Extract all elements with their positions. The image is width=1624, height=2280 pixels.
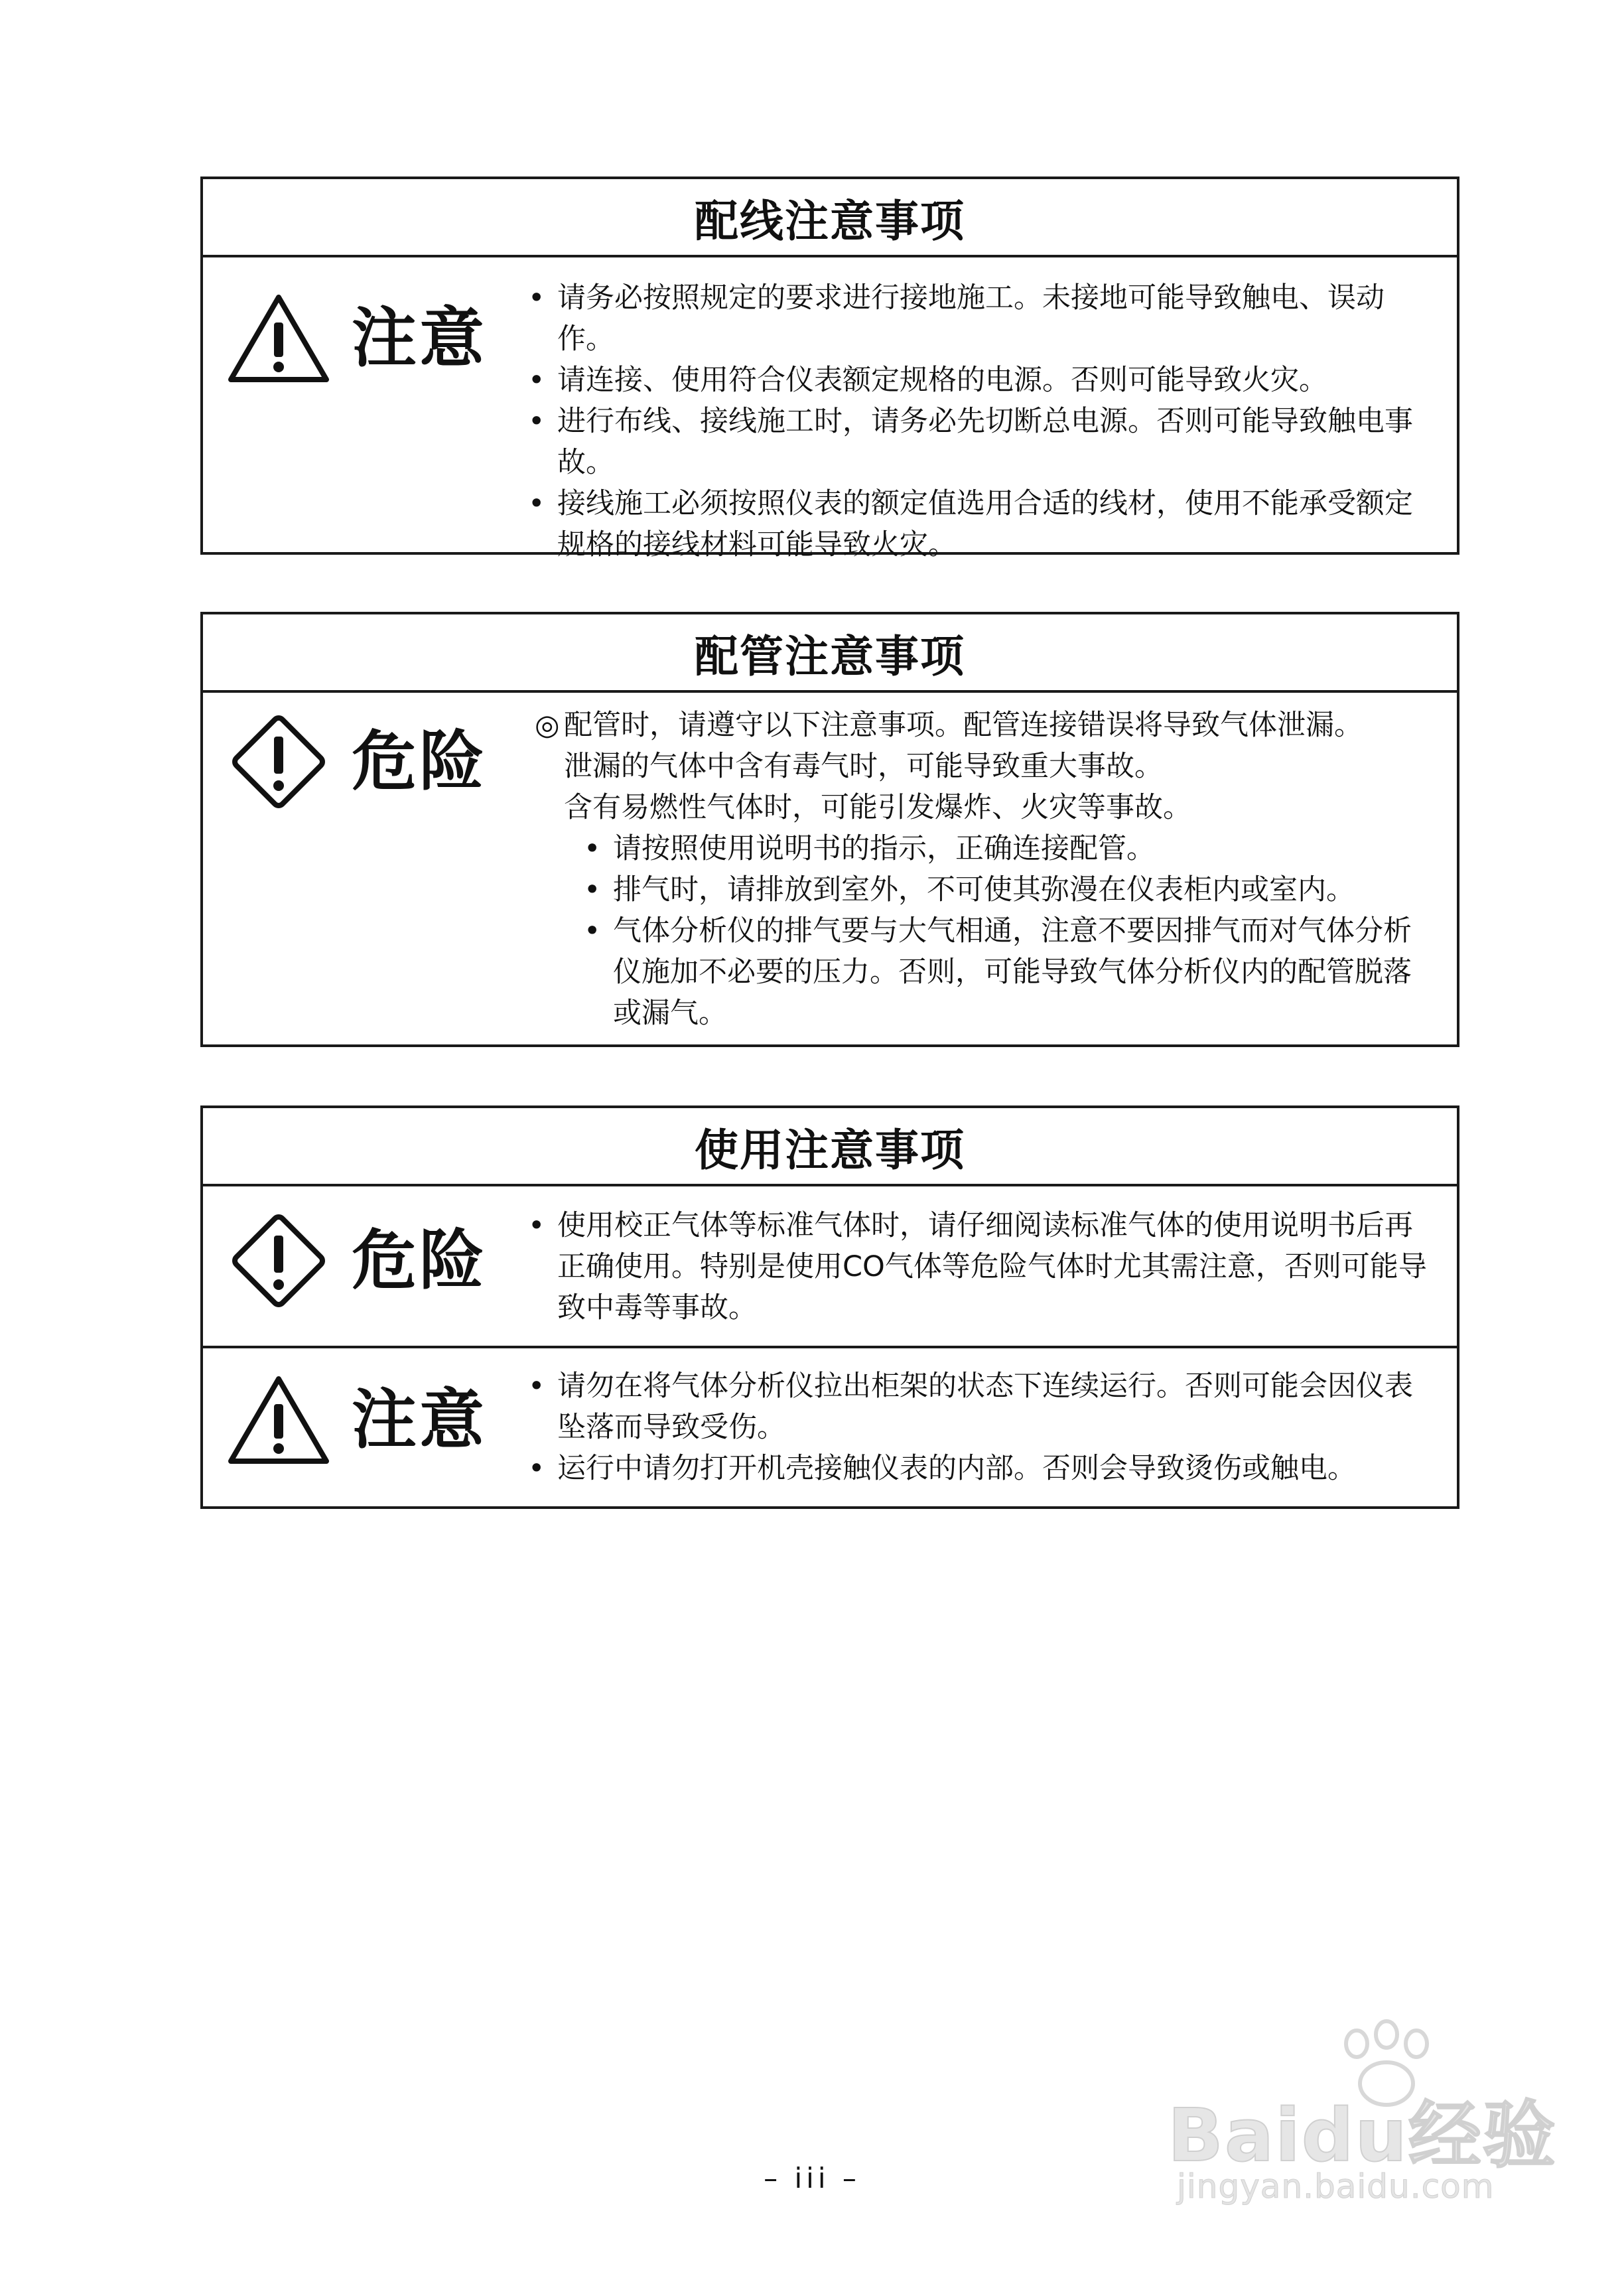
list-item <box>528 277 1437 360</box>
danger-block <box>203 693 1457 1044</box>
section-title: 使用注意事项 <box>203 1108 1457 1186</box>
bullet: • <box>528 1370 545 1403</box>
caution-label: 注意 <box>352 301 488 376</box>
bullet: • <box>528 405 545 438</box>
lead-line: 泄漏的气体中含有毒气时，可能导致重大事故。 <box>564 750 1163 783</box>
caution-block <box>203 1346 1457 1506</box>
list-item <box>584 910 1437 1034</box>
watermark-url: jingyan.baidu.com <box>1177 2167 1495 2206</box>
caution-list <box>528 1366 1437 1489</box>
list-item <box>528 1448 1437 1489</box>
danger-label: 危险 <box>352 1223 488 1299</box>
danger-content <box>535 705 1437 1034</box>
page-number: – iii – <box>764 2162 860 2194</box>
caution-block <box>203 257 1457 561</box>
danger-badge <box>226 709 487 815</box>
bullet: • <box>584 873 601 906</box>
bullet: • <box>528 364 545 397</box>
list-item-text: 使用校正气体等标准气体时，请仔细阅读标准气体的使用说明书后再正确使用。特别是使用CO气体等危险气体时尤其需注意，否则可能导致中毒等事故。 <box>557 1209 1427 1324</box>
danger-content <box>528 1205 1437 1328</box>
lead-marker: ◎ <box>535 709 560 742</box>
danger-label: 危险 <box>352 724 488 800</box>
lead-line: 含有易燃性气体时，可能引发爆炸、火灾等事故。 <box>564 791 1191 824</box>
list-item-text: 接线施工必须按照仪表的额定值选用合适的线材，使用不能承受额定规格的接线材料可能导致火灾。 <box>557 487 1413 561</box>
list-item-text: 运行中请勿打开机壳接触仪表的内部。否则会导致烫伤或触电。 <box>557 1452 1356 1485</box>
bullet: • <box>528 487 545 520</box>
watermark-logo: Baidu经验 <box>1168 2093 1557 2178</box>
list-item-text: 请连接、使用符合仪表额定规格的电源。否则可能导致火灾。 <box>557 364 1327 397</box>
list-item <box>528 360 1437 401</box>
caution-badge <box>226 1374 487 1466</box>
warning-triangle-icon <box>226 292 332 385</box>
bullet: • <box>528 1209 545 1242</box>
section-title: 配线注意事项 <box>203 179 1457 257</box>
bullet: • <box>528 1452 545 1485</box>
warning-triangle-icon <box>226 1374 332 1466</box>
caution-badge <box>226 292 487 385</box>
list-item <box>528 483 1437 565</box>
danger-list <box>528 1205 1437 1328</box>
caution-list <box>528 277 1437 565</box>
caution-content <box>528 277 1437 565</box>
bullet: • <box>584 832 601 865</box>
list-item <box>528 401 1437 483</box>
piping-precautions-box <box>200 612 1459 1047</box>
danger-diamond-icon <box>226 709 332 815</box>
lead-paragraph <box>535 705 1437 746</box>
caution-label: 注意 <box>352 1382 488 1458</box>
watermark <box>1168 2031 1557 2230</box>
list-item-text: 气体分析仪的排气要与大气相通，注意不要因排气而对气体分析仪施加不必要的压力。否则，可能导致气体分析仪内的配管脱落或漏气。 <box>613 914 1412 1030</box>
section-title: 配管注意事项 <box>203 614 1457 693</box>
list-item-text: 请勿在将气体分析仪拉出柜架的状态下连续运行。否则可能会因仪表坠落而导致受伤。 <box>557 1370 1413 1444</box>
usage-precautions-box <box>200 1105 1459 1509</box>
bullet: • <box>528 281 545 315</box>
list-item <box>584 828 1437 869</box>
danger-block <box>203 1186 1457 1346</box>
lead-text: 配管时，请遵守以下注意事项。配管连接错误将导致气体泄漏。 <box>564 709 1363 742</box>
list-item <box>528 1366 1437 1448</box>
bullet: • <box>584 914 601 948</box>
list-item <box>584 869 1437 910</box>
list-item-text: 排气时，请排放到室外，不可使其弥漫在仪表柜内或室内。 <box>613 873 1355 906</box>
wiring-precautions-box <box>200 177 1459 561</box>
danger-list <box>584 828 1437 1034</box>
list-item <box>528 1205 1437 1328</box>
list-item-text: 进行布线、接线施工时，请务必先切断总电源。否则可能导致触电事故。 <box>557 405 1413 479</box>
list-item-text: 请按照使用说明书的指示，正确连接配管。 <box>613 832 1155 865</box>
danger-badge <box>226 1208 487 1314</box>
list-item-text: 请务必按照规定的要求进行接地施工。未接地可能导致触电、误动作。 <box>557 281 1385 356</box>
caution-content <box>528 1366 1437 1489</box>
danger-diamond-icon <box>226 1208 332 1314</box>
